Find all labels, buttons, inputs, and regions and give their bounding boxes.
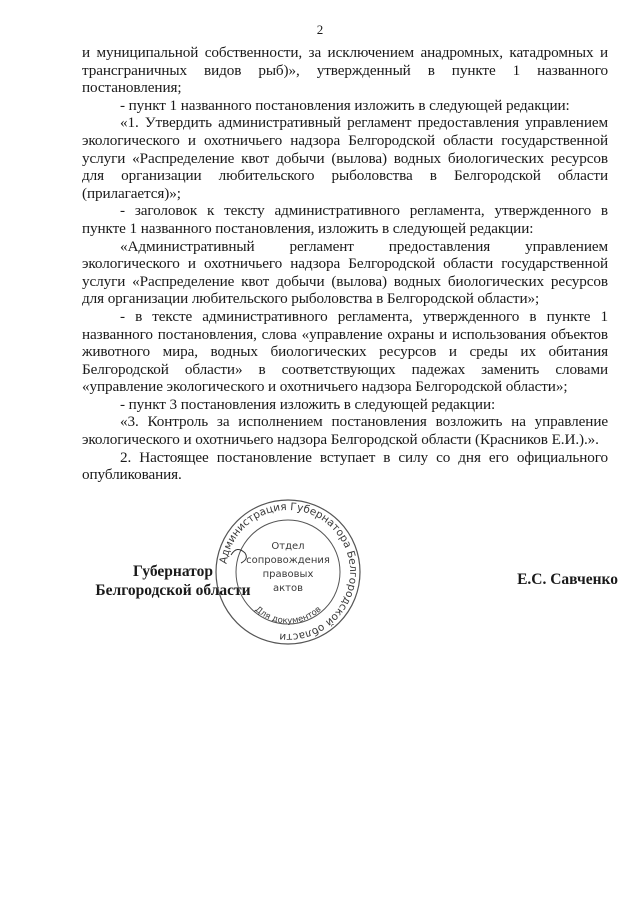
stamp-inner-line-4: актов bbox=[272, 583, 304, 594]
paragraph-9: 2. Настоящее постановление вступает в силу со дня его официального опубликования. bbox=[82, 448, 608, 484]
stamp-inner-line-2: сопровождения bbox=[246, 555, 330, 566]
paragraph-4: - заголовок к тексту административного регламента, утвержденного в пункте 1 названного постановления, изложить в следующей редакции: bbox=[82, 202, 608, 237]
signer-name: Е.С. Савченко bbox=[517, 571, 618, 588]
paragraph-5: «Административный регламент предоставления управлением экологического и охотничьего надзора Белгородской области государственной услуги «Распределение квот добычи (вылова) водных биологических ресурсов для организации любительского рыболовства в Белгородской области»; bbox=[82, 237, 608, 308]
page-number: 2 bbox=[316, 22, 324, 37]
signer-title-line-2: Белгородской области bbox=[95, 582, 251, 599]
paragraph-6: - в тексте административного регламента, утвержденного в пункте 1 названного постановления, слова «управление охраны и использования объектов животного мира, водных биологических ресурсов и среды их обитания Белгородской области» в соответствующих падежах заменить словами «управление экологического и охотничьего надзора Белгородской области»; bbox=[82, 307, 608, 396]
document-body bbox=[82, 44, 608, 484]
paragraph-8: «3. Контроль за исполнением постановления возложить на управление экологического и охотничьего надзора Белгородской области (Красников Е.И.).». bbox=[82, 413, 608, 449]
stamp-bottom-text: Для документов bbox=[252, 604, 324, 627]
signer-title-line-1: Губернатор bbox=[133, 563, 213, 580]
paragraph-1: и муниципальной собственности, за исключением анадромных, катадромных и трансграничных видов рыб)», утвержденный в пункте 1 названного постановления; bbox=[82, 44, 608, 97]
stamp-inner-line-3: правовых bbox=[262, 569, 314, 580]
paragraph-7: - пункт 3 постановления изложить в следующей редакции: bbox=[120, 395, 496, 413]
paragraph-2: - пункт 1 названного постановления изложить в следующей редакции: bbox=[120, 96, 570, 114]
official-stamp bbox=[213, 497, 363, 647]
stamp-inner-line-1: Отдел bbox=[271, 541, 305, 552]
stamp-outer-text: Администрация Губернатора Белгородской области bbox=[217, 500, 360, 644]
paragraph-3: «1. Утвердить административный регламент предоставления управлением экологического и охотничьего надзора Белгородской области государственной услуги «Распределение квот добычи (вылова) водных биологических ресурсов для организации любительского рыболовства в Белгородской области (прилагается)»; bbox=[82, 114, 608, 202]
